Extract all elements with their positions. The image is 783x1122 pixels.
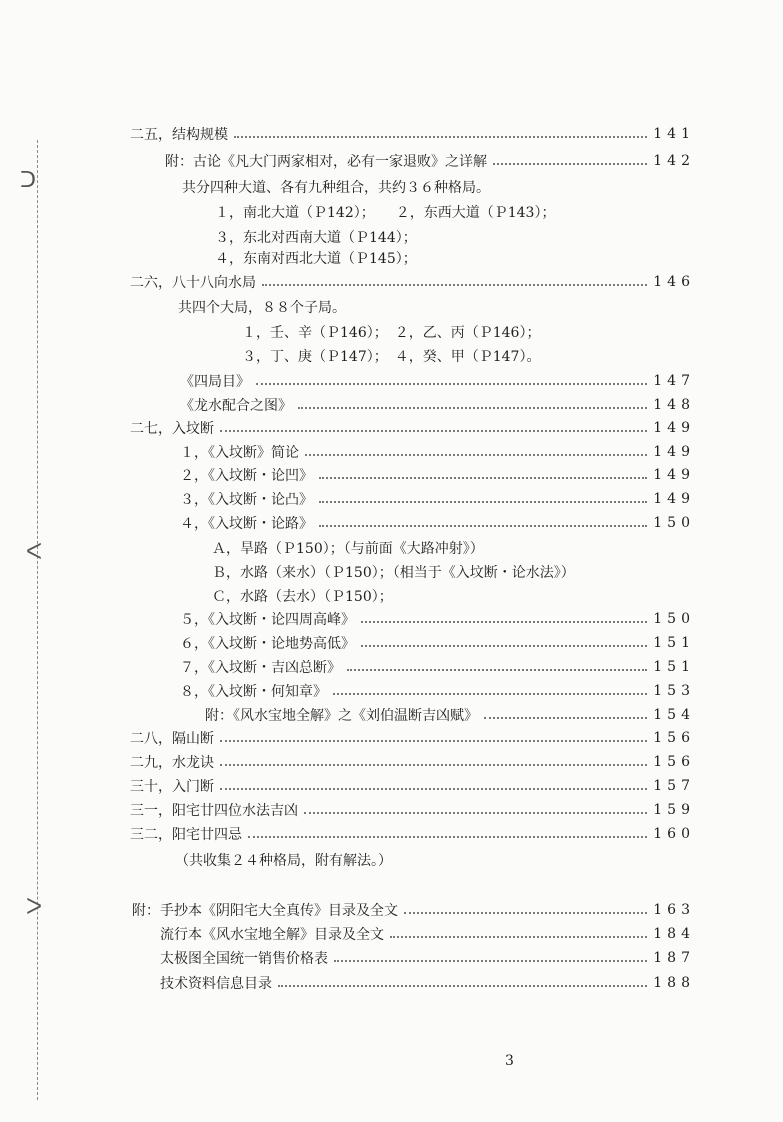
- toc-entry-page: 146: [653, 274, 695, 290]
- page-number: 3: [505, 1053, 514, 1069]
- toc-entry-page: 147: [653, 373, 695, 389]
- toc-note: [215, 200, 555, 224]
- leader-dots: [390, 926, 647, 938]
- toc-entry-label: ７，《入坟断・吉凶总断》: [180, 660, 341, 676]
- leader-dots: [361, 635, 647, 647]
- toc-entry-page: 149: [653, 491, 695, 507]
- toc-entry-page: 157: [653, 778, 695, 794]
- toc-entry-label: 附：《风水宝地全解》之《刘伯温断吉凶赋》: [205, 708, 478, 724]
- toc-entry-label: 二八，隔山断: [130, 731, 214, 747]
- toc-note: [175, 848, 392, 872]
- leader-dots: [347, 659, 647, 671]
- leader-dots: [404, 902, 647, 914]
- toc-entry-label: 附：手抄本《阴阳宅大全真传》目录及全文: [132, 903, 398, 919]
- toc-entry: [165, 149, 695, 173]
- toc-note-text: １，壬、辛（Ｐ146）； ２，乙、丙（Ｐ146）；: [242, 325, 541, 341]
- toc-entry-page: 141: [653, 126, 695, 142]
- toc-entry-page: 149: [653, 420, 695, 436]
- leader-dots: [334, 950, 647, 962]
- toc-entry: [160, 922, 695, 946]
- toc-entry: [130, 122, 695, 146]
- toc-entry-page: 150: [653, 611, 695, 627]
- toc-entry: [160, 971, 695, 995]
- toc-entry: [180, 463, 695, 487]
- leader-dots: [304, 802, 647, 814]
- toc-note-text: ４，东南对西北大道（Ｐ145）；: [215, 251, 417, 267]
- leader-dots: [305, 444, 647, 456]
- toc-entry-label: 二五，结构规模: [130, 127, 228, 143]
- toc-entry: [180, 607, 695, 631]
- toc-entry-label: ３，《入坟断・论凸》: [180, 492, 313, 508]
- toc-entry-page: 150: [653, 515, 695, 531]
- leader-dots: [248, 826, 647, 838]
- toc-note: [215, 246, 417, 270]
- leader-dots: [319, 467, 647, 479]
- toc-entry-label: 三一，阳宅廿四位水法吉凶: [130, 803, 298, 819]
- toc-entry: [180, 487, 695, 511]
- leader-dots: [220, 754, 647, 766]
- leader-dots: [220, 730, 647, 742]
- binding-margin-line: [37, 140, 38, 1100]
- leader-dots: [262, 274, 647, 286]
- leader-dots: [361, 611, 647, 623]
- toc-entry-page: 151: [653, 659, 695, 675]
- toc-entry-label: 二九，水龙诀: [130, 755, 214, 771]
- toc-note-text: Ａ，旱路（Ｐ150）；（与前面《大路冲射》）: [212, 541, 484, 557]
- toc-entry: [205, 703, 695, 727]
- toc-entry: [180, 393, 695, 417]
- toc-entry-page: 149: [653, 467, 695, 483]
- margin-hole-mark: ᐳ: [26, 895, 43, 920]
- toc-note: [182, 175, 490, 199]
- margin-hole-mark: ᐸ: [26, 540, 43, 565]
- toc-entry-page: 142: [653, 153, 695, 169]
- toc-entry: [130, 416, 695, 440]
- toc-note: [212, 560, 575, 584]
- toc-entry: [160, 946, 695, 970]
- toc-entry: [130, 726, 695, 750]
- leader-dots: [220, 420, 647, 432]
- toc-entry: [180, 631, 695, 655]
- toc-note: [178, 295, 346, 319]
- toc-entry-page: 163: [653, 902, 695, 918]
- toc-note-text: １，南北大道（Ｐ142）； ２，东西大道（Ｐ143）；: [215, 205, 556, 221]
- toc-entry: [180, 511, 695, 535]
- toc-entry-label: ４，《入坟断・论路》: [180, 516, 313, 532]
- leader-dots: [298, 397, 647, 409]
- toc-entry-page: 148: [653, 397, 695, 413]
- toc-entry-label: 《龙水配合之图》: [180, 398, 292, 414]
- toc-entry-page: 188: [653, 975, 695, 991]
- toc-entry-page: 159: [653, 802, 695, 818]
- toc-entry-page: 184: [653, 926, 695, 942]
- toc-entry: [180, 655, 695, 679]
- toc-entry-page: 160: [653, 826, 695, 842]
- toc-note: [212, 584, 393, 608]
- toc-entry-label: 《四局目》: [180, 374, 250, 390]
- toc-entry-page: 156: [653, 754, 695, 770]
- toc-entry-label: 附：古论《凡大门两家相对，必有一家退败》之详解: [165, 154, 487, 170]
- toc-note-text: Ｃ，水路（去水）（Ｐ150）；: [212, 589, 393, 605]
- toc-entry-page: 149: [653, 444, 695, 460]
- toc-note-text: （共收集２４种格局，附有解法。）: [175, 853, 392, 869]
- leader-dots: [234, 126, 647, 138]
- toc-entry: [132, 898, 695, 922]
- toc-entry-page: 154: [653, 707, 695, 723]
- toc-note-text: ３，丁、庚（Ｐ147）； ４，癸、甲（Ｐ147）。: [242, 349, 541, 365]
- toc-entry-label: ２，《入坟断・论凹》: [180, 468, 313, 484]
- toc-entry: [130, 270, 695, 294]
- toc-entry-page: 153: [653, 683, 695, 699]
- toc-entry-label: 二七，入坟断: [130, 421, 214, 437]
- toc-entry-label: 二六，八十八向水局: [130, 275, 256, 291]
- leader-dots: [256, 373, 647, 385]
- margin-hole-mark: ᑐ: [20, 168, 37, 193]
- toc-note: [242, 344, 540, 368]
- toc-note-text: 共分四种大道、各有九种组合，共约３６种格局。: [182, 180, 490, 196]
- toc-entry-label: ８，《入坟断・何知章》: [180, 684, 327, 700]
- toc-entry-label: 流行本《风水宝地全解》目录及全文: [160, 927, 384, 943]
- toc-entry: [130, 750, 695, 774]
- toc-entry-label: 太极图全国统一销售价格表: [160, 951, 328, 967]
- toc-entry: [130, 798, 695, 822]
- leader-dots: [220, 778, 647, 790]
- toc-entry-label: 技术资料信息目录: [160, 976, 272, 992]
- leader-dots: [484, 707, 647, 719]
- toc-note-text: ３，东北对西南大道（Ｐ144）；: [215, 230, 417, 246]
- toc-entry-label: ５，《入坟断・论四周高峰》: [180, 612, 355, 628]
- toc-entry: [130, 822, 695, 846]
- leader-dots: [278, 975, 647, 987]
- leader-dots: [319, 491, 647, 503]
- toc-entry: [180, 679, 695, 703]
- toc-note: [212, 536, 484, 560]
- toc-note-text: 共四个大局，８８个子局。: [178, 300, 346, 316]
- toc-note-text: Ｂ，水路（来水）（Ｐ150）；（相当于《入坟断・论水法》）: [212, 565, 575, 581]
- toc-note: [242, 320, 540, 344]
- leader-dots: [319, 515, 647, 527]
- toc-entry-label: １，《入坟断》简论: [180, 445, 299, 461]
- toc-entry-label: ６，《入坟断・论地势高低》: [180, 636, 355, 652]
- toc-entry-page: 187: [653, 950, 695, 966]
- toc-entry: [130, 774, 695, 798]
- leader-dots: [493, 153, 647, 165]
- toc-entry: [180, 440, 695, 464]
- toc-entry: [180, 369, 695, 393]
- leader-dots: [333, 683, 647, 695]
- toc-entry-page: 151: [653, 635, 695, 651]
- toc-entry-label: 三十，入门断: [130, 779, 214, 795]
- toc-entry-label: 三二，阳宅廿四忌: [130, 827, 242, 843]
- toc-entry-page: 156: [653, 730, 695, 746]
